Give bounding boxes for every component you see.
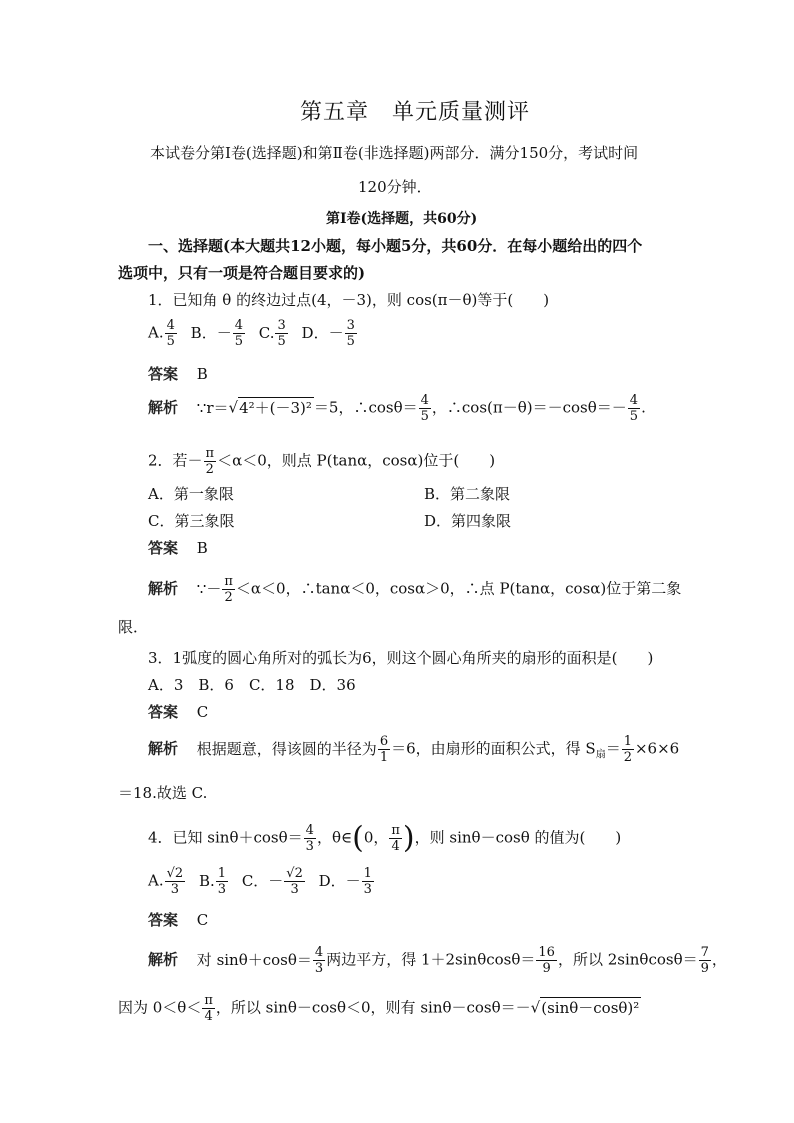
analysis-label: 解析 — [148, 398, 179, 417]
q1-option-b-fraction: $\frac{4}{5}$ — [234, 318, 243, 349]
intro-line-2: 120分钟． — [358, 178, 432, 196]
q2-option-d: D．第四象限 — [424, 512, 512, 530]
q2-stem: 2．若－ $\frac{\pi}{2}$ ＜α＜0，则点 P(tanα，cosα)位于( ) — [148, 446, 496, 477]
q4-stem: 4．已知 sinθ＋cosθ＝ $\frac{4}{3}$ ，θ∈(0， $\frac{\pi}{4}$ )，则 sinθ－cosθ 的值为( ) — [148, 820, 622, 856]
q1-option-c-fraction: $\frac{3}{5}$ — [277, 318, 286, 349]
q1-option-a: A. — [148, 323, 164, 342]
q4-stem-fraction: $\frac{4}{3}$ — [305, 823, 314, 854]
q1-answer: B — [196, 365, 208, 383]
q4-option-b-fraction: $\frac{1}{3}$ — [217, 866, 227, 897]
q1-analysis: 解析 ∵r＝√4²＋(－3)² ＝5，∴cosθ＝ $\frac{4}{5}$ ，∴cos(π－θ)＝－cosθ＝－ $\frac{4}{5}$ . — [148, 393, 646, 424]
q4-answer: C — [196, 911, 209, 929]
q4-analysis-cont: 因为 0＜θ＜ $\frac{\pi}{4}$ ，所以 sinθ－cosθ＜0，则有 sinθ－cosθ＝－√(sinθ－cosθ)² — [118, 993, 640, 1024]
q1-option-d-fraction: $\frac{3}{5}$ — [346, 318, 355, 349]
q4-option-b: B. — [198, 871, 215, 890]
q4-options — [148, 866, 375, 897]
q1-radical: 4²＋(－3)² — [239, 398, 312, 417]
q4-option-d-fraction: $\frac{1}{3}$ — [363, 866, 372, 897]
q3-analysis-cont: ＝18.故选 C. — [118, 784, 208, 802]
q2-analysis-cont: 限． — [118, 618, 149, 636]
q2-answer-row: 答案 B — [148, 539, 208, 557]
page-title: 第五章 单元质量测评 — [300, 100, 531, 125]
q3-analysis-fraction-2: $\frac{1}{2}$ — [623, 734, 632, 765]
q2-option-b: B．第二象限 — [424, 485, 511, 503]
q4-analysis-fraction-3: $\frac{7}{9}$ — [700, 945, 709, 976]
part1-heading: 第Ⅰ卷(选择题，共60分) — [326, 211, 478, 227]
section-heading-line-1: 一、选择题(本大题共12小题，每小题5分，共60分．在每小题给出的四个 — [148, 237, 643, 255]
q2-analysis-fraction: $\frac{\pi}{2}$ — [224, 574, 233, 605]
q1-option-a-fraction: $\frac{4}{5}$ — [166, 318, 175, 349]
q3-analysis-fraction-1: $\frac{6}{1}$ — [379, 734, 389, 765]
q4-analysis-fraction-2: $\frac{16}{9}$ — [538, 945, 555, 976]
q3-answer-row: 答案 C — [148, 703, 209, 721]
q4-answer-row: 答案 C — [148, 911, 209, 929]
q1-options — [148, 318, 358, 349]
answer-label: 答案 — [148, 365, 179, 383]
q3-stem: 3．1弧度的圆心角所对的弧长为6，则这个圆心角所夹的扇形的面积是( ) — [148, 649, 654, 667]
q4-option-c: C．－ — [241, 871, 284, 890]
q3-options: A．3 B．6 C．18 D．36 — [148, 676, 356, 694]
q1-analysis-fraction-2: $\frac{4}{5}$ — [629, 393, 639, 424]
q2-answer: B — [196, 539, 208, 557]
q1-option-b: B．－ — [190, 323, 232, 342]
q4-option-a: A. — [148, 871, 164, 890]
q4-option-c-fraction: $\frac{√2}{3}$ — [286, 866, 303, 897]
q4-option-a-fraction: $\frac{√2}{3}$ — [166, 866, 184, 897]
q4-interval-fraction: $\frac{\pi}{4}$ — [391, 823, 400, 854]
q1-analysis-fraction-1: $\frac{4}{5}$ — [420, 393, 429, 424]
q4-analysis-fraction-1: $\frac{4}{3}$ — [314, 945, 324, 976]
q2-option-a: A．第一象限 — [148, 485, 234, 503]
q1-stem: 1．已知角 θ 的终边过点(4，－3)，则 cos(π－θ)等于( ) — [148, 291, 550, 309]
intro-line-1: 本试卷分第Ⅰ卷(选择题)和第Ⅱ卷(非选择题)两部分．满分150分，考试时间 — [150, 144, 639, 162]
q4-cont-fraction: $\frac{\pi}{4}$ — [204, 993, 213, 1024]
q3-analysis: 解析 根据题意，得该圆的半径为 $\frac{6}{1}$ ＝6，由扇形的面积公式，得 $S_扇=$ $\frac{1}{2}$ ×6×6 — [148, 734, 680, 765]
q1-option-d: D．－ — [301, 323, 344, 342]
q1-option-c: C. — [258, 323, 275, 342]
q2-stem-fraction: $\frac{\pi}{2}$ — [205, 446, 215, 477]
q2-analysis: 解析 ∵－ $\frac{\pi}{2}$ ＜α＜0，∴tanα＜0，cosα＞0，∴点 P(tanα，cosα)位于第二象 — [148, 574, 682, 605]
q3-answer: C — [196, 703, 209, 721]
q2-option-c: C．第三象限 — [148, 512, 235, 530]
q4-radical: (sinθ－cosθ)² — [541, 998, 640, 1017]
q4-option-d: D．－ — [318, 871, 361, 890]
section-heading-line-2: 选项中，只有一项是符合题目要求的) — [118, 264, 366, 282]
q1-answer-row — [148, 367, 208, 382]
q4-analysis: 解析 对 sinθ＋cosθ＝ $\frac{4}{3}$ 两边平方，得 1＋2sinθcosθ＝ $\frac{16}{9}$ ，所以 2sinθcosθ＝ $\frac{7}{9}$ ， — [148, 945, 727, 976]
